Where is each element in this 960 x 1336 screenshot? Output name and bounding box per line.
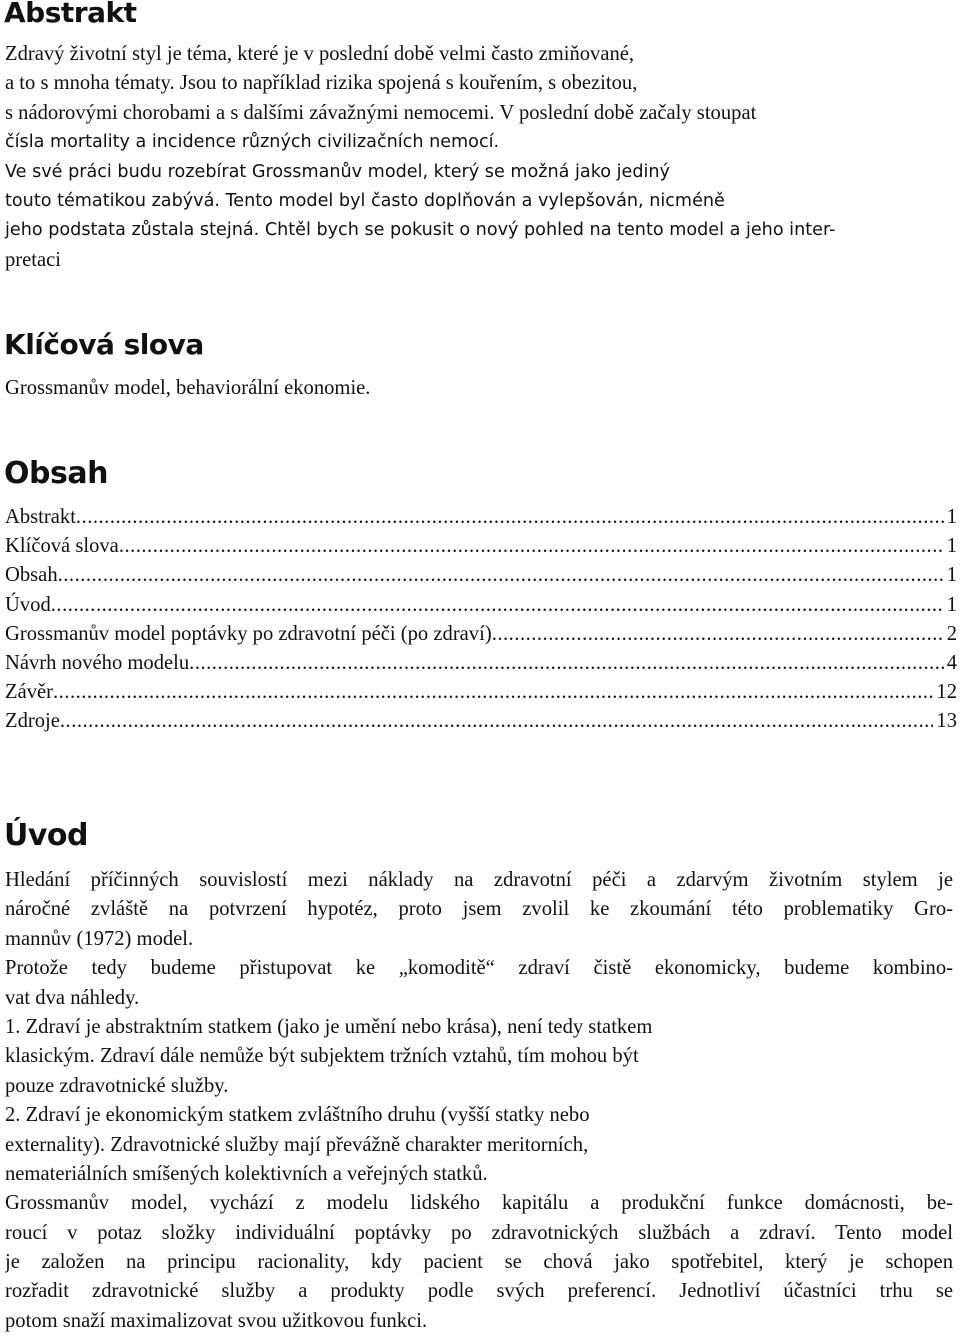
toc-item-page: 2 [946, 622, 957, 645]
intro-line: klasickým. Zdraví dále nemůže být subjektem tržních vztahů, tím mohou být [5, 1045, 639, 1068]
toc-item-label: Obsah [5, 564, 58, 587]
toc-item-label: Závěr [5, 681, 54, 704]
intro-line: 1. Zdraví je abstraktním statkem (jako je umění nebo krása), není tedy statkem [5, 1015, 653, 1038]
toc-item-label: Grossmanův model poptávky po zdravotní péči (po zdraví) [5, 622, 492, 645]
abstract-line: jeho podstata zůstala stejná. Chtěl bych se pokusit o nový pohled na tento model a jeho inter- [5, 220, 836, 241]
keywords-text: Grossmanův model, behaviorální ekonomie. [5, 377, 371, 399]
toc-item[interactable] [5, 649, 957, 678]
toc-heading: Obsah [4, 456, 108, 491]
abstract-heading: Abstrakt [4, 0, 137, 29]
toc-item-page: 1 [946, 535, 957, 558]
keywords-paragraph [5, 374, 953, 403]
toc-item-label: Úvod [5, 593, 51, 616]
toc-item[interactable] [5, 561, 957, 590]
intro-line: potom snaží maximalizovat svou užitkovou funkci. [5, 1309, 428, 1332]
toc-item[interactable] [5, 591, 957, 620]
toc-item-page: 13 [936, 710, 957, 733]
intro-line: nemateriálních smíšených kolektivních a veřejných statků. [5, 1162, 488, 1185]
intro-line: Grossmanův model, vychází z modelu lidského kapitálu a produkční funkce domácnosti, be- [5, 1192, 953, 1215]
intro-line: Hledání příčinných souvislostí mezi náklady na zdravotní péči a zdarvým životním stylem je [5, 869, 953, 891]
intro-line: Protože tedy budeme přistupovat ke „komoditě“ zdraví čistě ekonomicky, budeme kombino- [5, 957, 953, 980]
intro-line: externality). Zdravotnické služby mají převážně charakter meritorních, [5, 1133, 589, 1156]
toc-item-label: Klíčová slova [5, 535, 119, 558]
abstract-line: touto tématikou zabývá. Tento model byl často doplňován a vylepšován, nicméně [5, 190, 725, 211]
intro-line: je založen na principu racionality, kdy pacient se chová jako spotřebitel, který je schopen [5, 1251, 953, 1274]
toc-item-label: Návrh nového modelu [5, 651, 190, 674]
toc-leader-dots [51, 591, 944, 620]
toc-item-page: 1 [946, 564, 957, 587]
toc-leader-dots [189, 649, 944, 678]
toc-leader-dots [58, 561, 944, 590]
toc-item[interactable] [5, 532, 957, 561]
abstract-line: Ve své práci budu rozebírat Grossmanův model, který se možná jako jediný [5, 161, 670, 182]
intro-line: roucí v potaz složky individuální poptávky po zdravotnických službách a zdraví. Tento model [5, 1221, 953, 1244]
intro-paragraph [5, 866, 953, 1336]
toc-item-page: 4 [946, 651, 957, 674]
abstract-line: s nádorovými chorobami a s dalšími závažnými nemocemi. V poslední době začaly stoupat [5, 101, 757, 124]
toc-leader-dots [53, 678, 933, 707]
toc-item-page: 1 [946, 593, 957, 616]
abstract-paragraph [5, 40, 953, 275]
toc-item-label: Abstrakt [5, 506, 76, 528]
intro-line: mannův (1972) model. [5, 927, 194, 950]
intro-line: náročné zvláště na potvrzení hypotéz, proto jsem zvolil ke zkoumání této problematiky Gro- [5, 898, 953, 921]
keywords-heading: Klíčová slova [4, 328, 204, 361]
toc-leader-dots [492, 620, 944, 649]
intro-line: vat dva náhledy. [5, 986, 140, 1009]
toc-leader-dots [119, 532, 944, 561]
toc-item-page: 12 [936, 681, 957, 704]
abstract-line: Zdravý životní styl je téma, které je v poslední době velmi často zmiňované, [5, 43, 635, 65]
toc-item[interactable] [5, 503, 957, 532]
toc-leader-dots [76, 503, 944, 532]
abstract-line: a to s mnoha tématy. Jsou to například rizika spojená s kouřením, s obezitou, [5, 72, 638, 95]
abstract-line: pretaci [5, 248, 62, 271]
intro-line: 2. Zdraví je ekonomickým statkem zvláštního druhu (vyšší statky nebo [5, 1104, 590, 1127]
abstract-line: čísla mortality a incidence různých civilizačních nemocí. [5, 132, 500, 153]
toc-item-page: 1 [946, 506, 957, 528]
toc-item[interactable] [5, 707, 957, 736]
toc-leader-dots [60, 707, 934, 736]
intro-heading: Úvod [4, 818, 89, 853]
toc-item[interactable] [5, 620, 957, 649]
intro-line: pouze zdravotnické služby. [5, 1074, 229, 1097]
toc-item[interactable] [5, 678, 957, 707]
table-of-contents [5, 503, 957, 737]
intro-line: rozřadit zdravotnické služby a produkty podle svých preferencí. Jednotliví účastníci trhu se [5, 1280, 953, 1303]
toc-item-label: Zdroje [5, 710, 60, 733]
